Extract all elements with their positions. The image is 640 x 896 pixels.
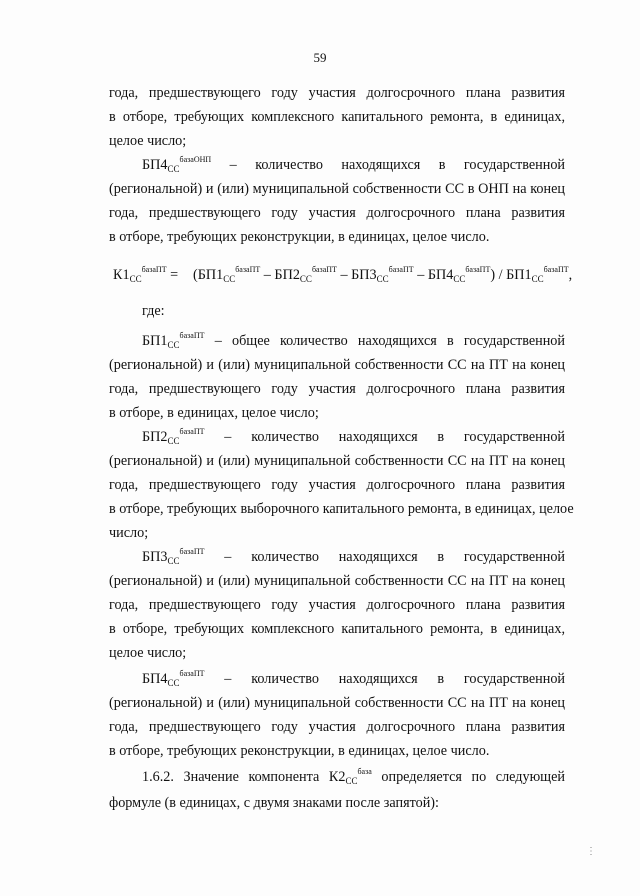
text-line: (региональной) и (или) муниципальной собственности СС в ОНП на конец	[109, 181, 565, 197]
text-line: в отборе, требующих комплексного капитального ремонта, в единицах,	[109, 621, 565, 637]
text-line: (региональной) и (или) муниципальной собственности СС на ПТ на конец	[109, 695, 565, 711]
text-line: (региональной) и (или) муниципальной собственности СС на ПТ на конец	[109, 453, 565, 469]
text-line: в отборе, требующих комплексного капитального ремонта, в единицах,	[109, 109, 565, 125]
text-line-where: где:	[142, 303, 165, 319]
definition-bp3-pt: $БП3_{СС}^{базаПТ}$ – количество находящихся в государственной	[142, 547, 565, 566]
text-line: в отборе, требующих реконструкции, в единицах, целое число.	[109, 229, 490, 245]
page-number: 59	[313, 50, 327, 65]
definition-bp1-pt: $БП1_{СС}^{базаПТ}$ – общее количество находящихся в государственной	[142, 331, 565, 350]
text-line: года, предшествующего году участия долгосрочного плана развития	[109, 719, 565, 735]
definition-bp2-pt: $БП2_{СС}^{базаПТ}$ – количество находящихся в государственной	[142, 427, 565, 446]
text-line: целое число;	[109, 645, 187, 661]
definition-bp4-pt: $БП4_{СС}^{базаПТ}$ – количество находящихся в государственной	[142, 669, 565, 688]
definition-bp4-onp: $БП4_{СС}^{базаОНП}$ – количество находящихся в государственной	[142, 155, 565, 174]
text-line: (региональной) и (или) муниципальной собственности СС на ПТ на конец	[109, 357, 565, 373]
text-line: в отборе, в единицах, целое число;	[109, 405, 319, 421]
formula-k1: $К1_{СС}^{базаПТ} = (БП1_{СС}^{базаПТ} - БП2_{СС}^{базаПТ} - БП3_{СС}^{базаПТ} - БП4_{СС}^{базаПТ}) / БП1_{СС}^{базаПТ}$,	[113, 265, 573, 284]
text-line: целое число;	[109, 133, 187, 149]
paragraph-1-6-2: 1.6.2. Значение компонента $К2_{СС}^{база}$ определяется по следующей	[142, 767, 565, 786]
text-line: года, предшествующего году участия долгосрочного плана развития	[109, 85, 565, 101]
text-line: года, предшествующего году участия долгосрочного плана развития	[109, 597, 565, 613]
text-line: число;	[109, 525, 149, 541]
text-line: года, предшествующего году участия долгосрочного плана развития	[109, 477, 565, 493]
text-line: в отборе, требующих реконструкции, в единицах, целое число.	[109, 743, 490, 759]
text-line: года, предшествующего году участия долгосрочного плана развития	[109, 381, 565, 397]
text-line: года, предшествующего году участия долгосрочного плана развития	[109, 205, 565, 221]
text-line: в отборе, требующих выборочного капитального ремонта, в единицах, целое	[109, 501, 574, 517]
scan-marks: ⋮	[586, 846, 597, 857]
text-line: (региональной) и (или) муниципальной собственности СС на ПТ на конец	[109, 573, 565, 589]
text-line: формуле (в единицах, с двумя знаками после запятой):	[109, 795, 439, 811]
